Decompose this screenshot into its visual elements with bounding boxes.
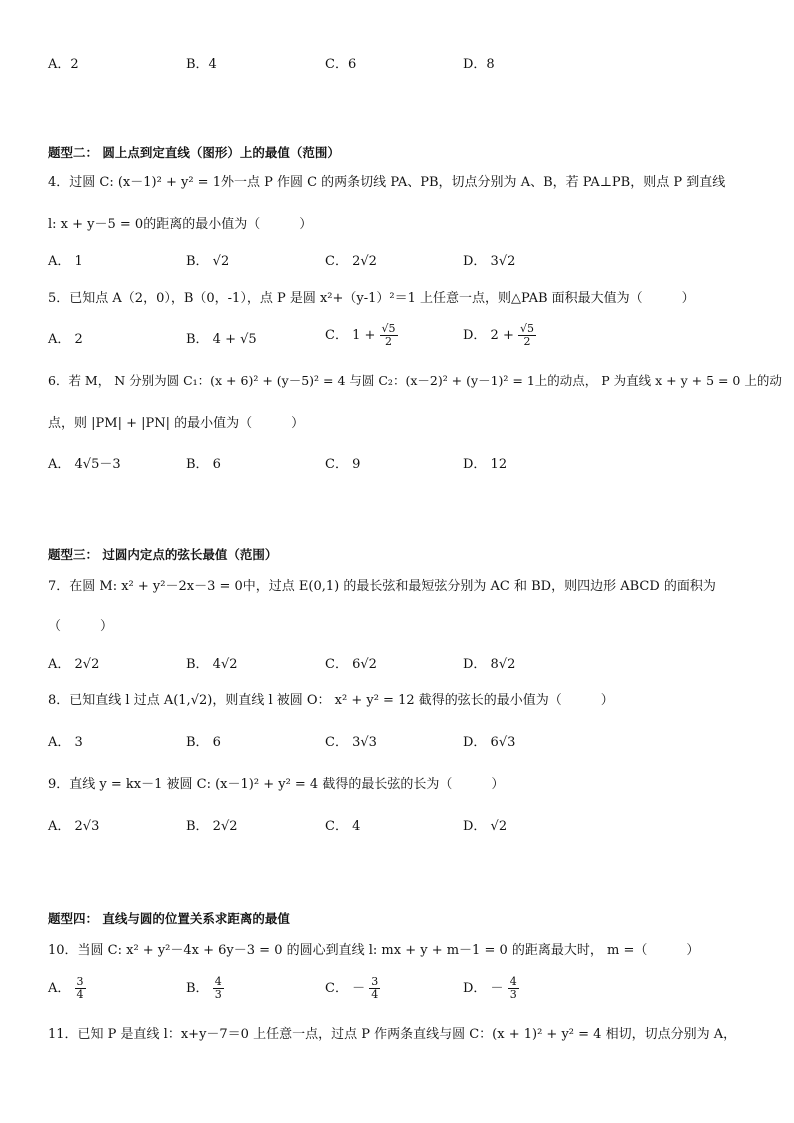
q5-option-b: B． 4 + √5 — [186, 332, 257, 347]
section-heading-2: 题型二： 圆上点到定直线（图形）上的最值（范围） — [48, 145, 340, 160]
q5-option-c-prefix: C． 1 + — [325, 328, 376, 343]
q10-option-a — [48, 976, 86, 1001]
q8-text-line1: 8．已知直线 l 过点 A(1,√2)，则直线 l 被圆 O： x² + y² = 12 截得的弦长的最小值为（ ） — [48, 693, 614, 708]
q5-option-d-denominator: 2 — [523, 335, 531, 348]
q3-option-b: B．4 — [186, 57, 217, 72]
q7-option-c: C． 6√2 — [325, 657, 377, 672]
q5-option-d-numerator: √5 — [520, 322, 535, 335]
q10-option-d-prefix: D． － — [463, 981, 504, 996]
q9-option-a: A． 2√3 — [48, 819, 100, 834]
q9-option-c: C． 4 — [325, 819, 361, 834]
q10-option-c-numerator: 3 — [371, 975, 379, 988]
q10-option-b-fraction — [213, 976, 224, 1001]
q5-option-c-fraction — [380, 323, 398, 348]
q3-option-a: A．2 — [48, 57, 79, 72]
q5-option-d-prefix: D． 2 + — [463, 328, 514, 343]
q6-text-line2: 点，则 |PM| + |PN| 的最小值为（ ） — [48, 416, 305, 431]
q4-option-d: D． 3√2 — [463, 254, 516, 269]
q10-option-c-prefix: C． － — [325, 981, 366, 996]
q10-option-c — [325, 976, 380, 1001]
q10-option-d-fraction — [508, 976, 519, 1001]
q4-text-line2: l: x + y－5 = 0的距离的最小值为（ ） — [48, 217, 313, 232]
q5-option-a: A． 2 — [48, 332, 83, 347]
q10-option-d-numerator: 4 — [509, 975, 517, 988]
q7-option-b: B． 4√2 — [186, 657, 238, 672]
q8-option-a: A． 3 — [48, 735, 83, 750]
q8-option-b: B． 6 — [186, 735, 221, 750]
q10-option-b-prefix: B． — [186, 981, 209, 996]
q6-option-d: D． 12 — [463, 457, 508, 472]
section-heading-4: 题型四： 直线与圆的位置关系求距离的最值 — [48, 911, 290, 926]
q6-text-line1: 6．若 M， N 分别为圆 C₁：(x + 6)² + (y－5)² = 4 与圆 C₂：(x－2)² + (y－1)² = 1上的动点， P 为直线 x + y + 5 = 0 上的动 — [48, 373, 782, 388]
q10-option-c-fraction — [369, 976, 380, 1001]
q5-text-line1: 5．已知点 A（2，0），B（0，-1），点 P 是圆 x²+（y-1）²＝1 上任意一点，则△PAB 面积最大值为（ ） — [48, 291, 695, 306]
q10-option-a-denominator: 4 — [76, 988, 84, 1001]
q9-text-line1: 9．直线 y = kx－1 被圆 C: (x－1)² + y² = 4 截得的最长弦的长为（ ） — [48, 777, 505, 792]
q6-option-c: C． 9 — [325, 457, 361, 472]
q10-text-line1: 10．当圆 C: x² + y²－4x + 6y－3 = 0 的圆心到直线 l: mx + y + m－1 = 0 的距离最大时， m =（ ） — [48, 943, 700, 958]
q10-option-c-denominator: 4 — [371, 988, 379, 1001]
q5-option-c-numerator: √5 — [381, 322, 396, 335]
q9-option-b: B． 2√2 — [186, 819, 238, 834]
q8-option-c: C． 3√3 — [325, 735, 377, 750]
q10-option-b — [186, 976, 224, 1001]
q6-option-a: A． 4√5－3 — [48, 457, 121, 472]
section-heading-3: 题型三： 过圆内定点的弦长最值（范围） — [48, 547, 278, 562]
q4-option-c: C． 2√2 — [325, 254, 377, 269]
q10-option-b-denominator: 3 — [214, 988, 222, 1001]
q9-option-d: D． √2 — [463, 819, 508, 834]
q7-option-d: D． 8√2 — [463, 657, 516, 672]
q8-option-d: D． 6√3 — [463, 735, 516, 750]
q5-option-c — [325, 323, 398, 348]
q6-option-b: B． 6 — [186, 457, 221, 472]
q10-option-a-fraction — [75, 976, 86, 1001]
q4-option-a: A． 1 — [48, 254, 83, 269]
q4-option-b: B． √2 — [186, 254, 230, 269]
q10-option-b-numerator: 4 — [214, 975, 222, 988]
q3-option-d: D．8 — [463, 57, 495, 72]
q11-text-line1: 11．已知 P 是直线 l：x+y－7＝0 上任意一点，过点 P 作两条直线与圆 C：(x + 1)² + y² = 4 相切，切点分别为 A， — [48, 1027, 737, 1042]
q5-option-d — [463, 323, 536, 348]
q5-option-c-denominator: 2 — [385, 335, 393, 348]
q7-text-line1: 7．在圆 M: x² + y²－2x－3 = 0中，过点 E(0,1) 的最长弦和最短弦分别为 AC 和 BD，则四边形 ABCD 的面积为 — [48, 579, 716, 594]
q10-option-d — [463, 976, 519, 1001]
q4-text-line1: 4．过圆 C: (x－1)² + y² = 1外一点 P 作圆 C 的两条切线 PA、PB，切点分别为 A、B，若 PA⊥PB，则点 P 到直线 — [48, 175, 726, 190]
q3-option-c: C．6 — [325, 57, 357, 72]
q10-option-d-denominator: 3 — [509, 988, 517, 1001]
q10-option-a-prefix: A． — [48, 981, 71, 996]
q7-text-line2: （ ） — [48, 619, 114, 634]
q5-option-d-fraction — [518, 323, 536, 348]
q7-option-a: A． 2√2 — [48, 657, 100, 672]
q10-option-a-numerator: 3 — [76, 975, 84, 988]
